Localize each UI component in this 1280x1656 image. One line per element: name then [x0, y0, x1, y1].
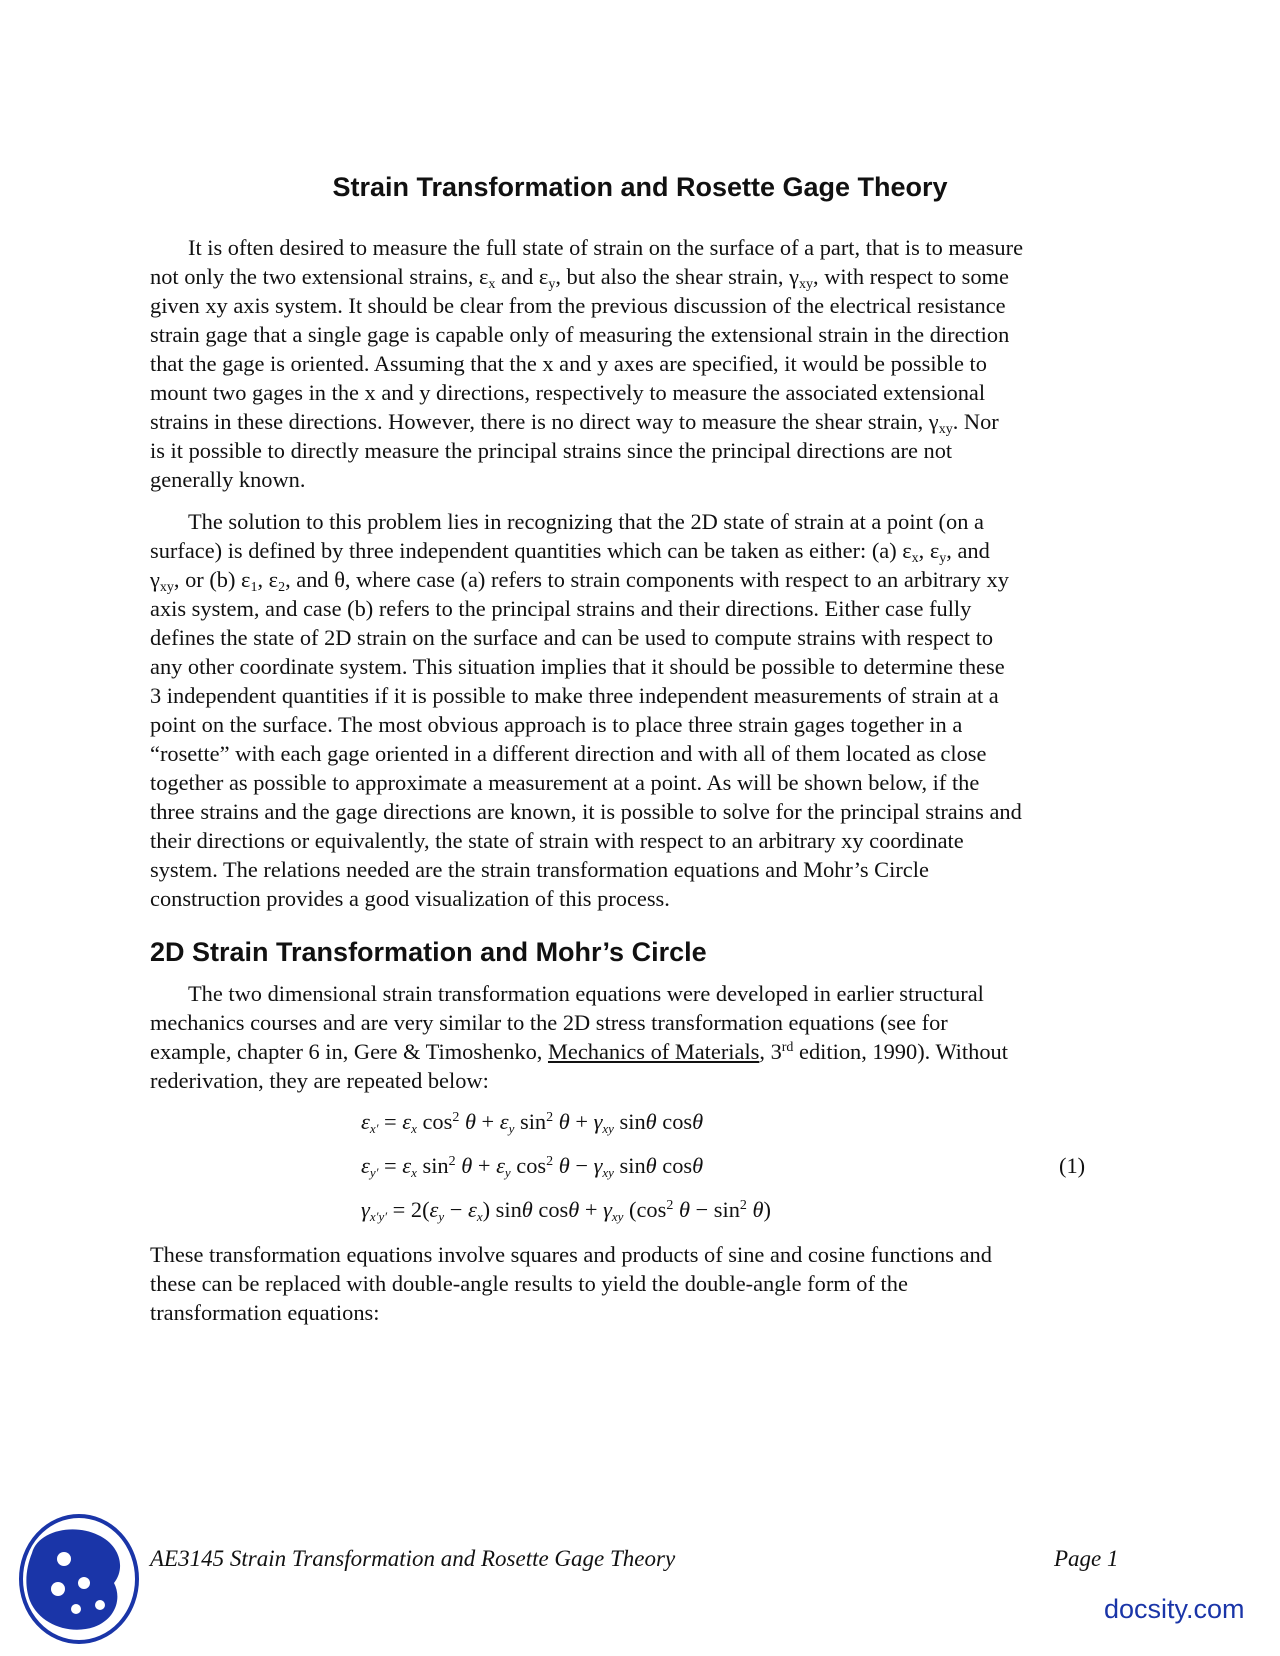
strain-transformation-paragraph [150, 979, 1150, 1095]
footer-page-number: Page 1 [1054, 1546, 1119, 1571]
text-line: It is often desired to measure the full state of strain on the surface of a part, that is to measure [188, 235, 1024, 260]
text-line: is it possible to directly measure the principal strains since the principal directions are not [150, 438, 953, 463]
text-line: strains in these directions. However, there is no direct way to measure the shear strain, $\gamma_{xy}$. Nor [150, 409, 999, 437]
footer-course-title: AE3145 Strain Transformation and Rosette Gage Theory [150, 1546, 676, 1571]
text-line: construction provides a good visualization of this process. [150, 886, 670, 911]
text-line: example, chapter 6 in, Gere & Timoshenko, Mechanics of Materials, 3rd edition, 1990). Without [150, 1039, 1008, 1064]
text-line: The two dimensional strain transformation equations were developed in earlier structural [188, 981, 984, 1006]
text-line: These transformation equations involve squares and products of sine and cosine functions and [150, 1242, 992, 1267]
section-heading: 2D Strain Transformation and Mohr’s Circle [150, 937, 707, 967]
docsity-logo-icon [18, 1513, 140, 1645]
text-line: three strains and the gage directions are known, it is possible to solve for the principal strains and [150, 799, 1022, 824]
text-line: that the gage is oriented. Assuming that the x and y axes are specified, it would be possible to [150, 351, 987, 376]
page-title: Strain Transformation and Rosette Gage Theory [332, 172, 948, 202]
text-line: not only the two extensional strains, $\varepsilon_x$ and $\varepsilon_y$, but also the shear strain, $\gamma_{xy}$, with respect to some [150, 264, 1009, 292]
intro-paragraph [150, 233, 1150, 494]
text-line: these can be replaced with double-angle results to yield the double-angle form of the [150, 1271, 908, 1296]
text-line: surface) is defined by three independent quantities which can be taken as either: (a) $\varepsilon_x$, $\varepsilon_y$, and [150, 538, 990, 566]
equation-epsilon-y-prime: $\varepsilon_{y'} = \varepsilon_x$ $\sin^2 \theta + \varepsilon_y$ $\cos^2 \theta - \gamma_{xy}$ sinθ cosθ [361, 1153, 704, 1180]
text-line: strain gage that a single gage is capable only of measuring the extensional strain in the direction [150, 322, 1010, 347]
text-line: mount two gages in the x and y directions, respectively to measure the associated extensional [150, 380, 986, 405]
solution-paragraph [150, 507, 1150, 913]
text-line: given xy axis system. It should be clear from the previous discussion of the electrical resistance [150, 293, 1006, 318]
text-line: axis system, and case (b) refers to the principal strains and their directions. Either case fully [150, 596, 972, 621]
text-line: $\gamma_{xy}$, or (b) $\varepsilon_1$, $\varepsilon_2$, and θ, where case (a) refers to strain components with respect to an arbitrary xy [150, 567, 1009, 595]
text-line: mechanics courses and are very similar to the 2D stress transformation equations (see for [150, 1010, 948, 1035]
text-line: rederivation, they are repeated below: [150, 1068, 489, 1093]
text-line: “rosette” with each gage oriented in a different direction and with all of them located as close [150, 741, 987, 766]
text-line: 3 independent quantities if it is possible to make three independent measurements of strain at a [150, 683, 999, 708]
text-line: their directions or equivalently, the state of strain with respect to an arbitrary xy coordinate [150, 828, 964, 853]
equation-epsilon-x-prime: $\varepsilon_{x'} = \varepsilon_x$ $\cos^2 \theta + \varepsilon_y$ $\sin^2 \theta + \gamma_{xy}$ sinθ cosθ [361, 1109, 704, 1136]
text-line: defines the state of 2D strain on the surface and can be used to compute strains with respect to [150, 625, 994, 650]
equation-gamma-xy-prime: $\gamma_{x'y'} = 2(\varepsilon_y - \varepsilon_x)$ sinθ $\cos\theta + \gamma_{xy}$ ($\cos^2$ $\theta - \sin^2 \theta$) [361, 1197, 771, 1224]
text-line: The solution to this problem lies in recognizing that the 2D state of strain at a point (on a [188, 509, 984, 534]
text-line: transformation equations: [150, 1300, 380, 1325]
equation-number: (1) [1059, 1153, 1086, 1178]
text-line: point on the surface. The most obvious approach is to place three strain gages together in a [150, 712, 963, 737]
text-line: system. The relations needed are the strain transformation equations and Mohr’s Circle [150, 857, 929, 882]
book-title: Mechanics of Materials [547, 1039, 760, 1064]
docsity-brand-link[interactable]: docsity.com [1104, 1594, 1245, 1624]
text-line: together as possible to approximate a measurement at a point. As will be shown below, if the [150, 770, 980, 795]
text-line: any other coordinate system. This situation implies that it should be possible to determine these [150, 654, 1005, 679]
text-line: generally known. [150, 467, 306, 492]
double-angle-paragraph [150, 1240, 1150, 1327]
